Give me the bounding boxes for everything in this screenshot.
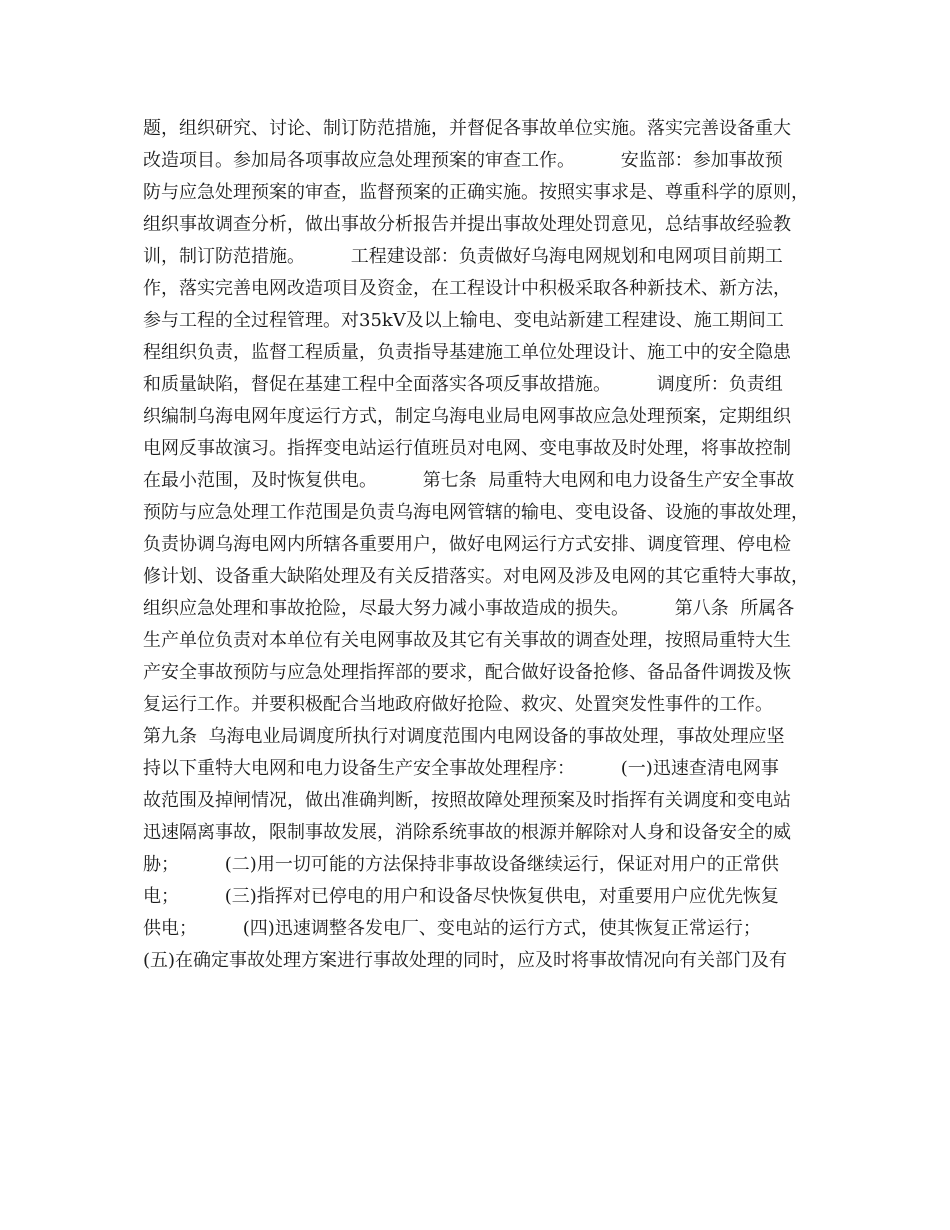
- text-line: 织编制乌海电网年度运行方式，制定乌海电业局电网事故应急处理预案，定期组织: [143, 406, 791, 427]
- text-line: 故范围及掉闸情况，做出准确判断，按照故障处理预案及时指挥有关调度和变电站: [143, 790, 791, 811]
- text-line: 预防与应急处理工作范围是负责乌海电网管辖的输电、变电设备、设施的事故处理，: [143, 502, 809, 523]
- text-line: 迅速隔离事故，限制事故发展，消除系统事故的根源并解除对人身和设备安全的威: [143, 822, 791, 843]
- text-line: 电； (三)指挥对已停电的用户和设备尽快恢复供电，对重要用户应优先恢复: [143, 886, 779, 907]
- text-line: 生产单位负责对本单位有关电网事故及其它有关事故的调查处理，按照局重特大生: [143, 630, 791, 651]
- text-line: 持以下重特大电网和电力设备生产安全事故处理程序： (一)迅速查清电网事: [143, 758, 779, 779]
- text-line: 组织事故调查分析，做出事故分析报告并提出事故处理处罚意见，总结事故经验教: [143, 214, 791, 235]
- text-line: 组织应急处理和事故抢险，尽最大努力减小事故造成的损失。 第八条 所属各: [143, 598, 795, 619]
- text-line: 电网反事故演习。指挥变电站运行值班员对电网、变电事故及时处理，将事故控制: [143, 438, 791, 459]
- text-line: 改造项目。参加局各项事故应急处理预案的审查工作。 安监部：参加事故预: [143, 150, 783, 171]
- text-line: 胁； (二)用一切可能的方法保持非事故设备继续运行，保证对用户的正常供: [143, 854, 779, 875]
- text-line: 程组织负责，监督工程质量，负责指导基建施工单位处理设计、施工中的安全隐患: [143, 342, 791, 363]
- text-line: 参与工程的全过程管理。对35kV及以上输电、变电站新建工程建设、施工期间工: [143, 310, 784, 331]
- text-line: 在最小范围，及时恢复供电。 第七条 局重特大电网和电力设备生产安全事故: [143, 470, 795, 491]
- body-text: [143, 113, 823, 977]
- text-line: 防与应急处理预案的审查，监督预案的正确实施。按照实事求是、尊重科学的原则，: [143, 182, 809, 203]
- text-line: 复运行工作。并要积极配合当地政府做好抢险、救灾、处置突发性事件的工作。: [143, 694, 773, 715]
- text-line: 负责协调乌海电网内所辖各重要用户，做好电网运行方式安排、调度管理、停电检: [143, 534, 791, 555]
- text-line: (五)在确定事故处理方案进行事故处理的同时，应及时将事故情况向有关部门及有: [143, 950, 788, 971]
- text-line: 作，落实完善电网改造项目及资金，在工程设计中积极采取各种新技术、新方法，: [143, 278, 791, 299]
- text-line: 题，组织研究、讨论、制订防范措施，并督促各事故单位实施。落实完善设备重大: [143, 118, 791, 139]
- text-line: 第九条 乌海电业局调度所执行对调度范围内电网设备的事故处理，事故处理应坚: [143, 726, 785, 747]
- text-line: 训，制订防范措施。 工程建设部：负责做好乌海电网规划和电网项目前期工: [143, 246, 783, 267]
- text-line: 产安全事故预防与应急处理指挥部的要求，配合做好设备抢修、备品备件调拨及恢: [143, 662, 791, 683]
- text-line: 和质量缺陷，督促在基建工程中全面落实各项反事故措施。 调度所：负责组: [143, 374, 783, 395]
- text-line: 修计划、设备重大缺陷处理及有关反措落实。对电网及涉及电网的其它重特大事故，: [143, 566, 809, 587]
- text-line: 供电； (四)迅速调整各发电厂、变电站的运行方式，使其恢复正常运行；: [143, 918, 761, 939]
